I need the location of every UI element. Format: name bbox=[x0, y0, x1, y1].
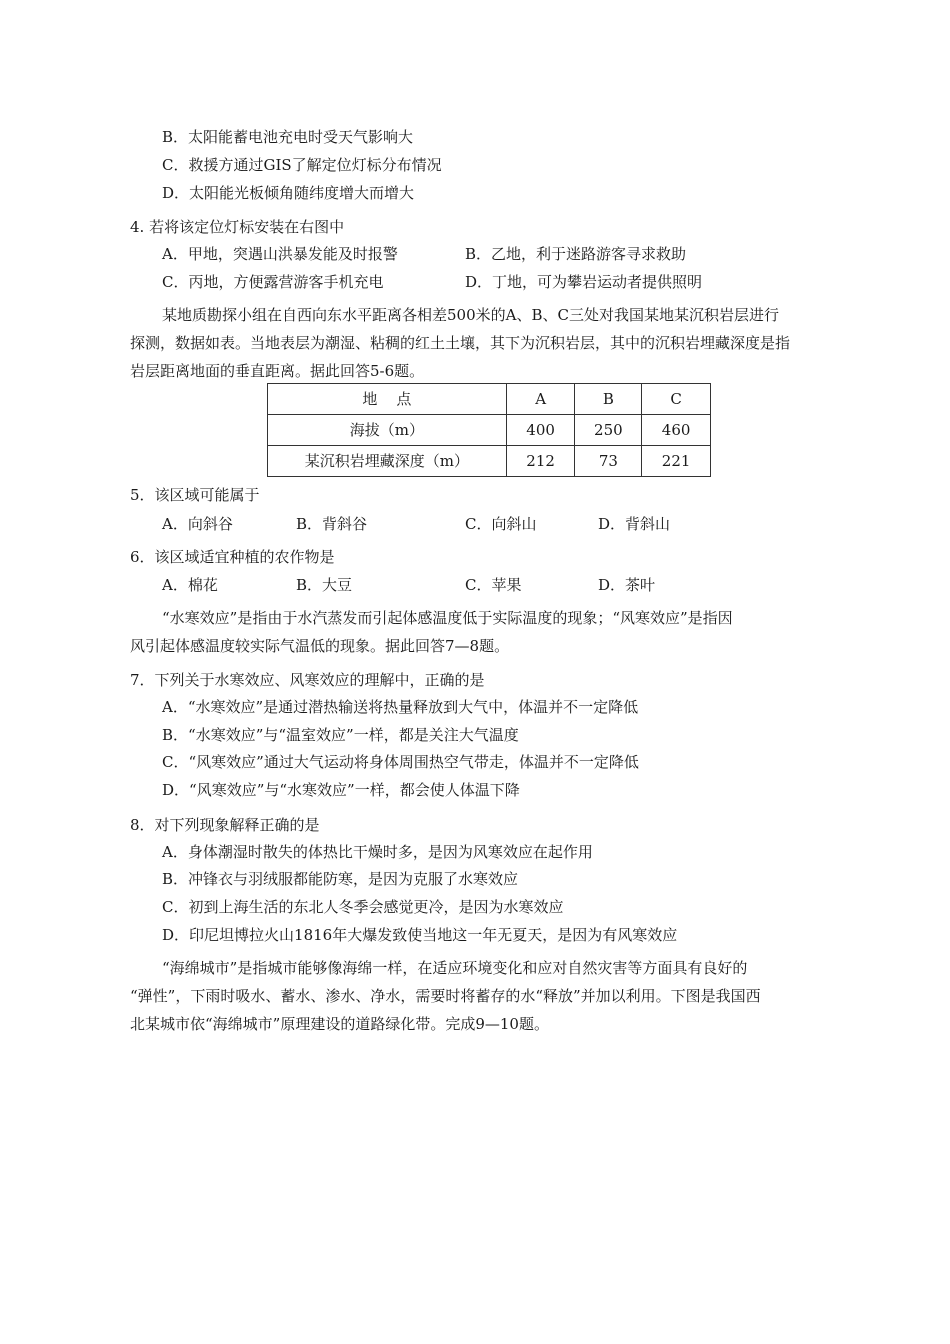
passage-9-10-line-2: “弹性”，下雨时吸水、蓄水、渗水、净水，需要时将蓄存的水“释放”并加以利用。下图是我国西 bbox=[130, 987, 761, 1005]
survey-data-table bbox=[267, 383, 711, 477]
q5-option-c: C．向斜山 bbox=[465, 515, 537, 533]
table-cell: 460 bbox=[642, 415, 711, 446]
table-row bbox=[268, 415, 711, 446]
table-cell: 73 bbox=[575, 446, 642, 477]
table-row bbox=[268, 446, 711, 477]
q5-option-d: D．背斜山 bbox=[598, 515, 671, 533]
q6-stem: 6．该区域适宜种植的农作物是 bbox=[130, 548, 335, 566]
q7-option-b: B．“水寒效应”与“温室效应”一样，都是关注大气温度 bbox=[162, 726, 519, 744]
q7-option-c: C．“风寒效应”通过大气运动将身体周围热空气带走，体温并不一定降低 bbox=[162, 753, 639, 771]
q4-option-a: A．甲地，突遇山洪暴发能及时报警 bbox=[162, 245, 398, 263]
table-cell: 212 bbox=[506, 446, 575, 477]
q3-option-b: B．太阳能蓄电池充电时受天气影响大 bbox=[162, 128, 414, 146]
q7-stem: 7．下列关于水寒效应、风寒效应的理解中，正确的是 bbox=[130, 671, 485, 689]
passage-9-10-line-1: “海绵城市”是指城市能够像海绵一样，在适应环境变化和应对自然灾害等方面具有良好的 bbox=[162, 959, 748, 977]
passage-9-10-line-3: 北某城市依“海绵城市”原理建设的道路绿化带。完成9—10题。 bbox=[130, 1015, 549, 1033]
q3-option-d: D．太阳能光板倾角随纬度增大而增大 bbox=[162, 184, 415, 202]
table-cell: 250 bbox=[575, 415, 642, 446]
q5-option-b: B．背斜谷 bbox=[296, 515, 368, 533]
q5-option-a: A．向斜谷 bbox=[162, 515, 233, 533]
table-cell: 221 bbox=[642, 446, 711, 477]
table-cell-label: 某沉积岩埋藏深度（m） bbox=[268, 446, 507, 477]
passage-7-8-line-2: 风引起体感温度较实际气温低的现象。据此回答7—8题。 bbox=[130, 637, 510, 655]
q6-option-d: D．茶叶 bbox=[598, 576, 656, 594]
q6-option-a: A．棉花 bbox=[162, 576, 218, 594]
q8-option-b: B．冲锋衣与羽绒服都能防寒，是因为克服了水寒效应 bbox=[162, 870, 519, 888]
q8-option-a: A．身体潮湿时散失的体热比干燥时多，是因为风寒效应在起作用 bbox=[162, 843, 593, 861]
q8-stem: 8．对下列现象解释正确的是 bbox=[130, 816, 320, 834]
q4-stem: 4. 若将该定位灯标安装在右图中 bbox=[130, 218, 345, 236]
q4-option-c: C．丙地，方便露营游客手机充电 bbox=[162, 273, 384, 291]
table-cell-label: 海拔（m） bbox=[268, 415, 507, 446]
q8-option-d: D．印尼坦博拉火山1816年大爆发致使当地这一年无夏天，是因为有风寒效应 bbox=[162, 926, 678, 944]
table-header-b: B bbox=[575, 384, 642, 415]
q5-stem: 5．该区域可能属于 bbox=[130, 486, 260, 504]
q6-option-b: B．大豆 bbox=[296, 576, 353, 594]
table-cell: 400 bbox=[506, 415, 575, 446]
q7-option-a: A．“水寒效应”是通过潜热输送将热量释放到大气中，体温并不一定降低 bbox=[162, 698, 639, 716]
q8-option-c: C．初到上海生活的东北人冬季会感觉更冷，是因为水寒效应 bbox=[162, 898, 564, 916]
table-header-row bbox=[268, 384, 711, 415]
q6-option-c: C．苹果 bbox=[465, 576, 522, 594]
q4-option-b: B．乙地，利于迷路游客寻求救助 bbox=[465, 245, 687, 263]
passage-5-6-line-1: 某地质勘探小组在自西向东水平距离各相差500米的A、B、C三处对我国某地某沉积岩层进行 bbox=[162, 306, 779, 324]
table-header-a: A bbox=[506, 384, 575, 415]
q7-option-d: D．“风寒效应”与“水寒效应”一样，都会使人体温下降 bbox=[162, 781, 520, 799]
passage-7-8-line-1: “水寒效应”是指由于水汽蒸发而引起体感温度低于实际温度的现象；“风寒效应”是指因 bbox=[162, 609, 733, 627]
table-header-location: 地 点 bbox=[268, 384, 507, 415]
passage-5-6-line-2: 探测，数据如表。当地表层为潮湿、粘稠的红土土壤，其下为沉积岩层，其中的沉积岩埋藏深度是指 bbox=[130, 334, 791, 352]
table-header-c: C bbox=[642, 384, 711, 415]
q3-option-c: C．救援方通过GIS了解定位灯标分布情况 bbox=[162, 156, 442, 174]
passage-5-6-line-3: 岩层距离地面的垂直距离。据此回答5-6题。 bbox=[130, 362, 425, 380]
q4-option-d: D．丁地，可为攀岩运动者提供照明 bbox=[465, 273, 703, 291]
